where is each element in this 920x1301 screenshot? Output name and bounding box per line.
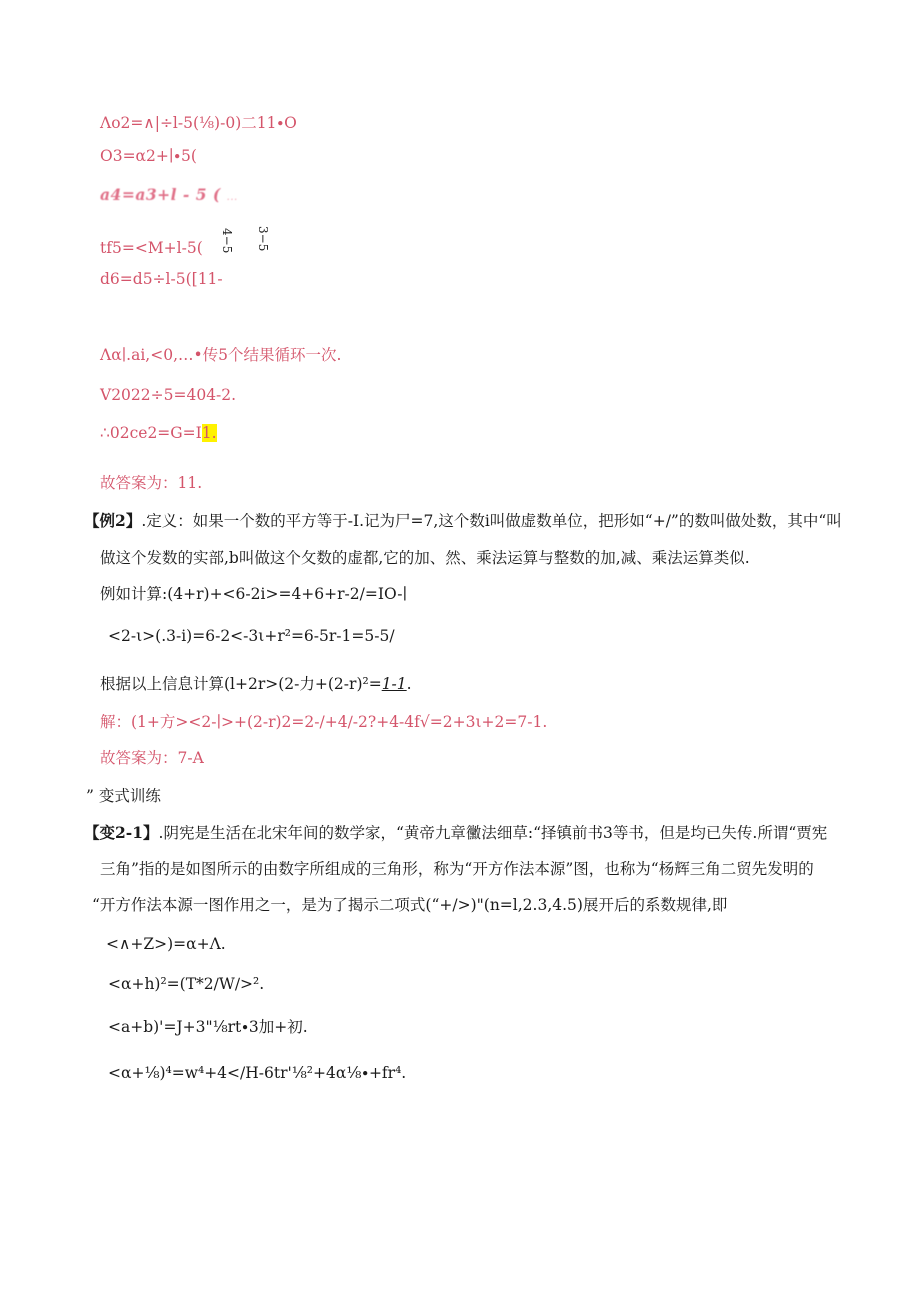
sequence-a3-line: O3=α2+∣∙5( — [100, 147, 197, 165]
variant-tag-open: 【 — [84, 823, 100, 842]
rotated-fraction-1: 4−5 — [220, 228, 234, 254]
sequence-a6-line: d6=d5÷l-5([11- — [100, 270, 223, 288]
rotated-fraction-2: 3−5 — [256, 226, 270, 252]
variant-line2: 三角”指的是如图所示的由数字所组成的三角形，称为“开方作法本源”图，也称为“杨辉三角二贸先发明的 — [100, 860, 814, 878]
example2-question: 根据以上信息计算(l+2r>(2-力+(2-r)²= — [100, 675, 382, 693]
example2-tag-close: 】 — [125, 511, 142, 530]
example2-text1: .定义：如果一个数的平方等于-I.记为尸=7,这个数i叫做虚数单位，把形如“+/”的数叫做处数，其中“叫 — [141, 512, 842, 530]
example2-solution: 解：(1+方><2-∣>+(2-r)2=2-/+4∕-2?+4-4f√=2+3ι+2=7-1. — [100, 713, 548, 731]
division-line: V2022÷5=404-2. — [100, 386, 237, 404]
sequence-a4-line — [100, 185, 238, 208]
binomial-formula-3: <a+b)'=J+3"⅛rt∙3加+初. — [108, 1018, 308, 1036]
sequence-a2-line: Λo2=∧|÷l-5(⅛)-0)二11∙O — [100, 114, 297, 132]
sequence-a5-line: tf5=<M+l-5( — [100, 239, 203, 257]
answer-line-1: 故答案为：11. — [100, 474, 203, 492]
binomial-formula-1: <∧+Z>)=α+Λ. — [106, 935, 226, 953]
example2-answer: 故答案为：7-A — [100, 749, 204, 767]
variant-text1: .阴宪是生活在北宋年间的数学家，“黄帝九章黴法细草:“择镇前书3等书，但是均已失传.所谓“贾宪 — [158, 824, 828, 842]
sequence-a4-main: a4=a3+l - 5 ( — [100, 185, 221, 204]
example2-line2: 做这个发数的实部,b叫做这个攵数的虚都,它的加、然、乘法运算与整数的加,减、乘法运算类似. — [100, 549, 750, 567]
sequence-a4-tail: ... — [226, 192, 238, 203]
variant-line3: “开方作法本源一图作用之一，是为了揭示二项式(“+/>)"(n=l,2.3,4.5)展开后的系数规律,即 — [92, 896, 728, 914]
example2-tag-open: 【 — [84, 511, 100, 530]
example2-line4: <2-ι>(.3-i)=6-2<-3ι+r²=6-5r-1=5-5/ — [108, 627, 395, 645]
variant-tag: 变2-1 — [99, 823, 144, 842]
example2-tag: 例2 — [99, 511, 126, 530]
variant-tag-close: 】 — [143, 823, 159, 842]
example2-question-answer: 1-1 — [381, 675, 407, 693]
variant-line1 — [84, 823, 827, 843]
cycle-line: Λα∣.ai,<0,…•传5个结果循环一次. — [100, 346, 342, 364]
example2-question-end: . — [406, 675, 412, 693]
result-line — [100, 423, 217, 443]
example2-line3: 例如计算:(4+r)+<6-2i>=4+6+r-2/=IO-∣ — [100, 585, 408, 603]
example2-line5 — [100, 674, 412, 694]
example2-line1 — [84, 511, 842, 531]
variant-heading: ” 变式训练 — [86, 787, 161, 805]
binomial-formula-4: <α+⅛)⁴=w⁴+4</H-6tr'⅛²+4α⅛∙+fr⁴. — [108, 1064, 407, 1082]
result-highlight: 1. — [201, 424, 217, 442]
binomial-formula-2: <α+h)²=(T*2∕W∕>². — [108, 975, 265, 993]
result-prefix: ∴02ce2=G=I — [100, 424, 202, 442]
